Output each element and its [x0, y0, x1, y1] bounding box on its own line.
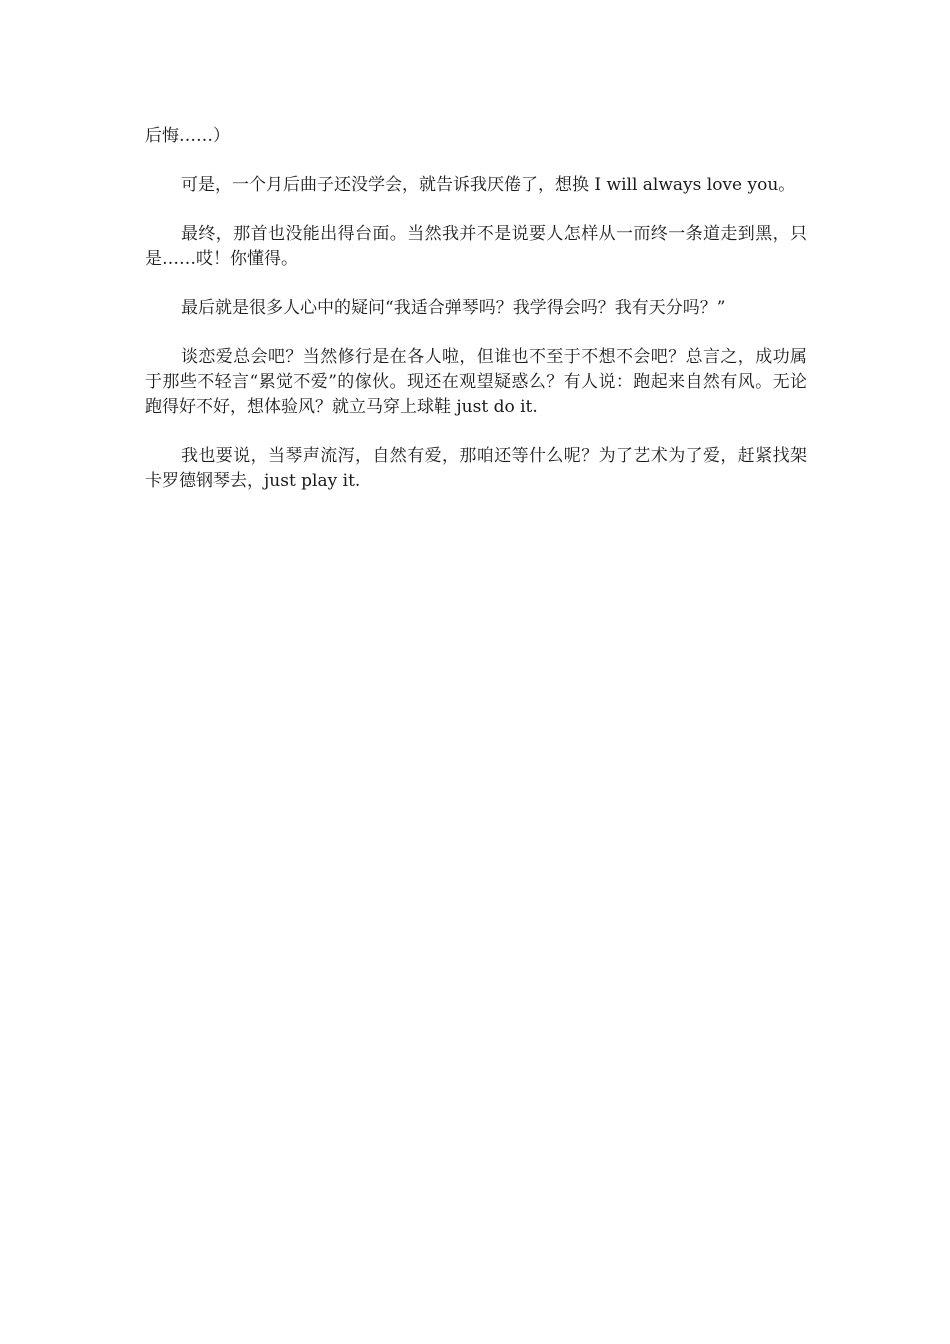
paragraph-2: 最终，那首也没能出得台面。当然我并不是说要人怎样从一而终一条道走到黑，只是……哎！你懂得。: [145, 224, 807, 269]
paragraph-4: 谈恋爱总会吧？当然修行是在各人啦，但谁也不至于不想不会吧？总言之，成功属于那些不轻言“累觉不爱”的傢伙。现还在观望疑惑么？有人说：跑起来自然有风。无论跑得好不好，想体验风？就立马穿上球鞋 just do it.: [145, 347, 807, 417]
paragraph-5: 我也要说，当琴声流泻，自然有爱，那咱还等什么呢？为了艺术为了爱，赶紧找架卡罗德钢琴去，just play it.: [145, 446, 807, 491]
paragraph-3: 最后就是很多人心中的疑问“我适合弹琴吗？我学得会吗？我有天分吗？”: [181, 298, 726, 318]
paragraph-1: 可是，一个月后曲子还没学会，就告诉我厌倦了，想换 I will always love you。: [181, 175, 796, 195]
document-body: [145, 124, 807, 518]
paragraph-continuation: 后悔……）: [145, 126, 230, 146]
